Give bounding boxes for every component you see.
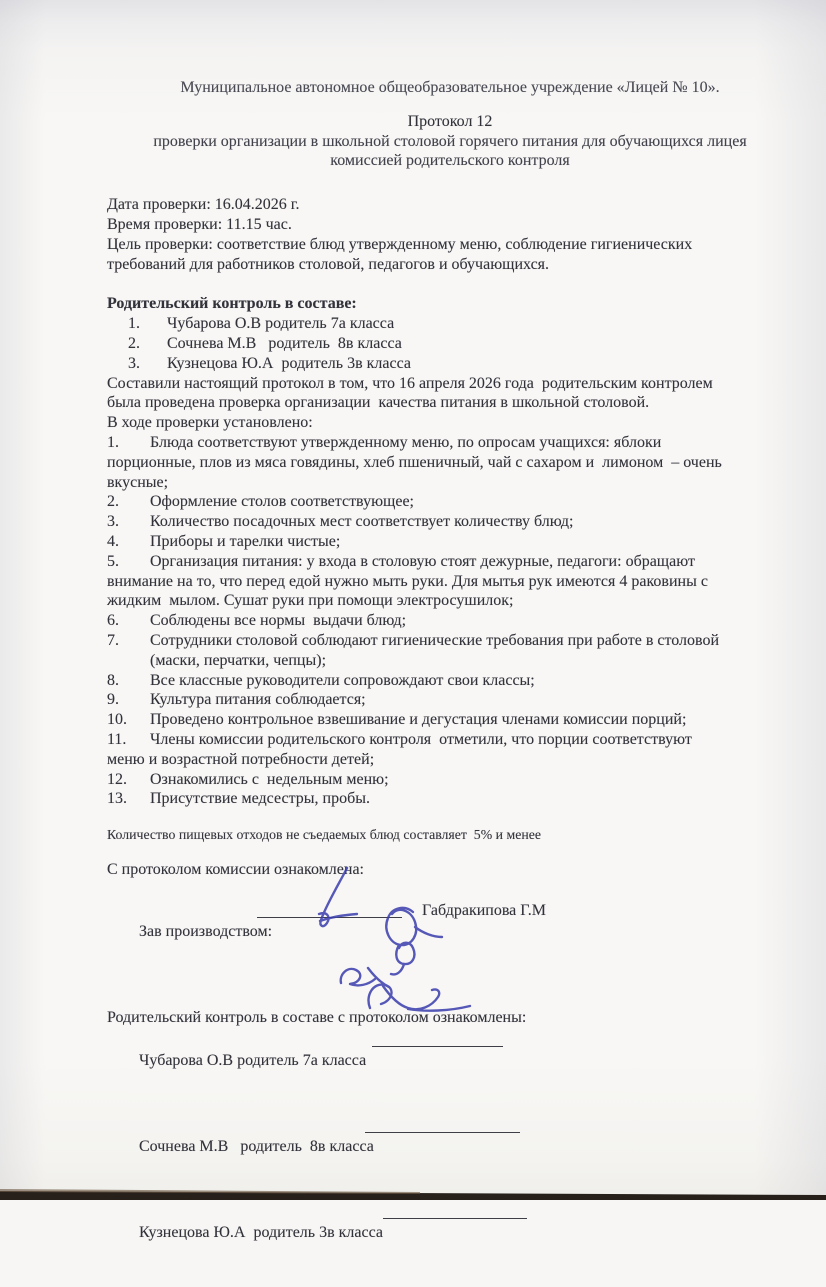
member-text: Сочнева М.В родитель 8в класса bbox=[139, 1138, 374, 1156]
purpose-line: Цель проверки: соответствие блюд утвержденному меню, соблюдение гигиенических bbox=[107, 235, 693, 253]
finding-continuation-line: порционные, плов из мяса говядины, хлеб пшеничный, чай с сахаром и лимоном – очень bbox=[107, 453, 722, 471]
finding-number: 7. bbox=[107, 631, 119, 649]
member-text: Кузнецова Ю.А родитель 3в класса bbox=[139, 1224, 383, 1242]
finding-item-row bbox=[107, 433, 793, 453]
sign-off-block bbox=[107, 900, 793, 1287]
finding-text: Присутствие медсестры, пробы. bbox=[150, 790, 370, 808]
statement-line: Составили настоящий протокол в том, что 16 апреля 2026 года родительским контролем bbox=[107, 374, 713, 392]
finding-number: 11. bbox=[107, 730, 127, 748]
findings-heading: В ходе проверки установлено: bbox=[107, 414, 313, 432]
signature-underline bbox=[365, 1115, 520, 1133]
finding-text: Оформление столов соответствующее; bbox=[150, 493, 414, 511]
finding-text: Приборы и тарелки чистые; bbox=[150, 532, 341, 550]
waste-note: Количество пищевых отходов не съедаемых блюд составляет 5% и менее bbox=[107, 827, 541, 843]
finding-text: Культура питания соблюдается; bbox=[150, 691, 366, 709]
signature-underline bbox=[383, 1201, 527, 1219]
finding-text: Все классные руководители сопровождают свои классы; bbox=[150, 671, 535, 689]
finding-number: 6. bbox=[107, 612, 119, 630]
committee-member-row bbox=[107, 354, 793, 374]
finding-text: Сотрудники столовой соблюдают гигиенические требования при работе в столовой bbox=[150, 631, 720, 649]
sign-off-member-row bbox=[107, 1029, 793, 1115]
manager-signature-row bbox=[107, 900, 793, 1008]
finding-text: Блюда соответствуют утвержденному меню, по опросам учащихся: яблоки bbox=[150, 433, 662, 451]
finding-text: Соблюдены все нормы выдачи блюд; bbox=[150, 612, 407, 630]
sign-off-member-row bbox=[107, 1115, 793, 1201]
acknowledgement-line: С протоколом комиссии ознакомлена: bbox=[107, 860, 364, 878]
finding-continuation-line: внимание на то, что перед едой нужно мыть руки. Для мытья рук имеются 4 раковины с bbox=[107, 572, 708, 590]
purpose-line: требований для работников столовой, педагогов и обучающихся. bbox=[107, 255, 550, 273]
finding-item-row bbox=[107, 730, 793, 750]
finding-text: Проведено контрольное взвешивание и дегустация членами комиссии порций; bbox=[150, 711, 687, 729]
finding-number: 2. bbox=[107, 493, 119, 511]
member-text: Сочнева М.В родитель 8в класса bbox=[167, 334, 402, 352]
findings-list bbox=[107, 433, 793, 809]
date-line: Дата проверки: 16.04.2026 г. bbox=[107, 196, 300, 214]
finding-number: 13. bbox=[107, 790, 127, 808]
time-line: Время проверки: 11.15 час. bbox=[107, 215, 292, 233]
committee-heading: Родительский контроль в составе: bbox=[107, 295, 357, 313]
finding-item-row bbox=[107, 512, 793, 532]
member-number: 3. bbox=[128, 354, 140, 372]
finding-item-row bbox=[107, 532, 793, 552]
document-body bbox=[0, 78, 826, 1287]
finding-item-row bbox=[107, 492, 793, 512]
signature-underline bbox=[372, 1029, 503, 1047]
member-text: Кузнецова Ю.А родитель 3в класса bbox=[167, 354, 411, 372]
protocol-subject-line: проверки организации в школьной столовой горячего питания для обучающихся лицея bbox=[153, 132, 747, 150]
finding-item-row bbox=[107, 789, 793, 809]
finding-item-row bbox=[107, 770, 793, 790]
sign-off-member-row bbox=[107, 1201, 793, 1287]
finding-item-row bbox=[107, 710, 793, 730]
finding-item-row bbox=[107, 552, 793, 572]
finding-text: Количество посадочных мест соответствует количеству блюд; bbox=[150, 513, 574, 531]
finding-item-row bbox=[107, 631, 793, 651]
finding-text: Организация питания: у входа в столовую стоят дежурные, педагоги: обращают bbox=[150, 552, 695, 570]
finding-number: 4. bbox=[107, 532, 119, 550]
finding-continuation-line: (маски, перчатки, чепцы); bbox=[150, 651, 327, 669]
finding-number: 12. bbox=[107, 770, 127, 788]
committee-member-row bbox=[107, 314, 793, 334]
finding-number: 8. bbox=[107, 671, 119, 689]
finding-continuation-line: жидким мылом. Сушат руки при помощи электросушилок; bbox=[107, 592, 514, 610]
signature-underline bbox=[257, 900, 402, 918]
finding-number: 10. bbox=[107, 711, 127, 729]
finding-number: 5. bbox=[107, 552, 119, 570]
finding-number: 3. bbox=[107, 513, 119, 531]
sign-off-heading: Родительский контроль в составе с протоколом ознакомлены: bbox=[107, 1009, 527, 1027]
member-number: 1. bbox=[128, 315, 140, 333]
finding-text: Члены комиссии родительского контроля отметили, что порции соответствуют bbox=[150, 730, 692, 748]
member-text: Чубарова О.В родитель 7а класса bbox=[167, 315, 395, 333]
protocol-subject-line: комиссией родительского контроля bbox=[330, 152, 570, 170]
manager-name: Габдракипова Г.М bbox=[422, 901, 546, 919]
finding-number: 9. bbox=[107, 691, 119, 709]
manager-label: Зав производством: bbox=[139, 923, 273, 941]
institution-line: Муниципальное автономное общеобразовательное учреждение «Лицей № 10». bbox=[180, 79, 720, 96]
finding-item-row bbox=[107, 671, 793, 691]
protocol-title: Протокол 12 bbox=[407, 112, 493, 130]
finding-text: Ознакомились с недельным меню; bbox=[150, 770, 389, 788]
finding-item-row bbox=[107, 690, 793, 710]
committee-member-row bbox=[107, 334, 793, 354]
finding-continuation-line: меню и возрастной потребности детей; bbox=[107, 750, 375, 768]
finding-continuation-line: вкусные; bbox=[107, 473, 169, 491]
member-number: 2. bbox=[128, 334, 140, 352]
member-text: Чубарова О.В родитель 7а класса bbox=[139, 1052, 367, 1070]
finding-item-row bbox=[107, 611, 793, 631]
finding-number: 1. bbox=[107, 433, 119, 451]
committee-member-list bbox=[107, 314, 793, 373]
statement-line: была проведена проверка организации качества питания в школьной столовой. bbox=[107, 394, 650, 412]
